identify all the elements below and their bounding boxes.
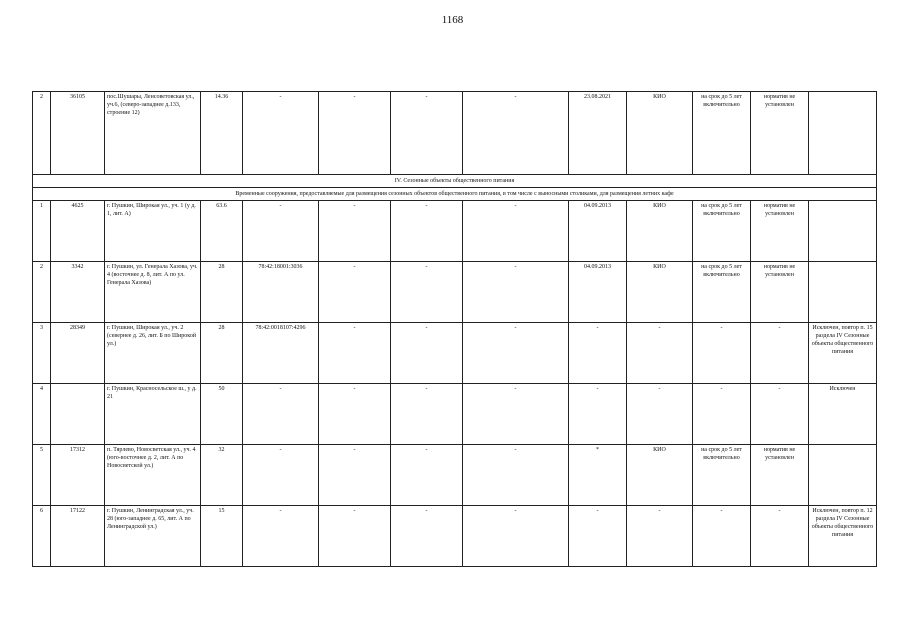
cadastral-number-cell: 78:42:18001:3036 <box>243 262 319 323</box>
column-6-cell: - <box>319 506 391 567</box>
column-8-cell: - <box>463 384 569 445</box>
note-cell <box>809 262 877 323</box>
cadastral-number-cell: 78:42:0018107:4296 <box>243 323 319 384</box>
norm-cell: - <box>751 506 809 567</box>
term-cell: на срок до 5 лет включительно <box>693 92 751 175</box>
column-6-cell: - <box>319 323 391 384</box>
column-8-cell: - <box>463 445 569 506</box>
column-6-cell: - <box>319 384 391 445</box>
column-6-cell: - <box>319 262 391 323</box>
organization-cell: - <box>627 384 693 445</box>
note-cell <box>809 445 877 506</box>
address-cell: г. Пушкин, Широкая ул., уч. 2 (севернее д. 26, лит. Б по Широкой ул.) <box>105 323 201 384</box>
object-id-cell: 28349 <box>51 323 105 384</box>
norm-cell: - <box>751 323 809 384</box>
subsection-header-row <box>33 188 877 201</box>
section-title: IV. Сезонные объекты общественного питания <box>33 175 877 188</box>
object-id-cell: 4625 <box>51 201 105 262</box>
area-cell: 32 <box>201 445 243 506</box>
column-6-cell: - <box>319 92 391 175</box>
column-7-cell: - <box>391 262 463 323</box>
object-id-cell: 3342 <box>51 262 105 323</box>
column-7-cell: - <box>391 92 463 175</box>
column-7-cell: - <box>391 201 463 262</box>
note-cell: Исключен, повтор п. 15 раздела IV Сезонные объекты общественного питания <box>809 323 877 384</box>
date-cell: * <box>569 445 627 506</box>
term-cell: - <box>693 323 751 384</box>
date-cell: 04.09.2013 <box>569 262 627 323</box>
row-number-cell: 4 <box>33 384 51 445</box>
area-cell: 14.36 <box>201 92 243 175</box>
table-row <box>33 92 877 175</box>
row-number-cell: 5 <box>33 445 51 506</box>
term-cell: на срок до 5 лет включительно <box>693 262 751 323</box>
norm-cell: норматив не установлен <box>751 201 809 262</box>
date-cell: - <box>569 384 627 445</box>
area-cell: 50 <box>201 384 243 445</box>
area-cell: 28 <box>201 323 243 384</box>
term-cell: - <box>693 384 751 445</box>
address-cell: п. Тярлево, Новосветская ул., уч. 4 (юго-восточнее д. 2, лит. А по Новосветской ул.) <box>105 445 201 506</box>
column-7-cell: - <box>391 384 463 445</box>
organization-cell: - <box>627 323 693 384</box>
row-number-cell: 2 <box>33 262 51 323</box>
cadastral-number-cell: - <box>243 506 319 567</box>
object-id-cell: 36105 <box>51 92 105 175</box>
row-number-cell: 1 <box>33 201 51 262</box>
address-cell: г. Пушкин, Ленинградская ул., уч. 28 (юго-западнее д. 65, лит. А по Ленинградской ул.) <box>105 506 201 567</box>
column-8-cell: - <box>463 323 569 384</box>
row-number-cell: 3 <box>33 323 51 384</box>
column-8-cell: - <box>463 506 569 567</box>
area-cell: 15 <box>201 506 243 567</box>
note-cell: Исключен <box>809 384 877 445</box>
organization-cell: - <box>627 506 693 567</box>
object-id-cell <box>51 384 105 445</box>
row-number-cell: 6 <box>33 506 51 567</box>
term-cell: - <box>693 506 751 567</box>
term-cell: на срок до 5 лет включительно <box>693 445 751 506</box>
date-cell: - <box>569 506 627 567</box>
object-id-cell: 17312 <box>51 445 105 506</box>
date-cell: 04.09.2013 <box>569 201 627 262</box>
table-row <box>33 201 877 262</box>
column-7-cell: - <box>391 506 463 567</box>
column-8-cell: - <box>463 92 569 175</box>
organization-cell: КИО <box>627 262 693 323</box>
object-id-cell: 17122 <box>51 506 105 567</box>
date-cell: 23.08.2021 <box>569 92 627 175</box>
cadastral-number-cell: - <box>243 384 319 445</box>
organization-cell: КИО <box>627 201 693 262</box>
area-cell: 28 <box>201 262 243 323</box>
column-7-cell: - <box>391 445 463 506</box>
note-cell: Исключен, повтор п. 12 раздела IV Сезонные объекты общественного питания <box>809 506 877 567</box>
address-cell: г. Пушкин, Красносельское ш., у д. 21 <box>105 384 201 445</box>
column-8-cell: - <box>463 201 569 262</box>
norm-cell: - <box>751 384 809 445</box>
table-row <box>33 262 877 323</box>
section-header-row <box>33 175 877 188</box>
table-row <box>33 384 877 445</box>
norm-cell: норматив не установлен <box>751 445 809 506</box>
column-7-cell: - <box>391 323 463 384</box>
cadastral-number-cell: - <box>243 92 319 175</box>
subsection-title: Временные сооружения, предоставляемые для размещения сезонных объектов общественного питания, в том числе с выносными столиками, для размещения летних кафе <box>33 188 877 201</box>
date-cell: - <box>569 323 627 384</box>
objects-table <box>32 91 877 567</box>
table-row <box>33 445 877 506</box>
row-number-cell: 2 <box>33 92 51 175</box>
address-cell: пос.Шушары, Ленсоветовская ул., уч.6, (северо-западнее д.133, строение 12) <box>105 92 201 175</box>
address-cell: г. Пушкин, Широкая ул., уч. 1 (у д. 1, лит. А) <box>105 201 201 262</box>
cadastral-number-cell: - <box>243 201 319 262</box>
note-cell <box>809 92 877 175</box>
column-6-cell: - <box>319 201 391 262</box>
page-number: 1168 <box>441 14 464 26</box>
organization-cell: КИО <box>627 445 693 506</box>
term-cell: на срок до 5 лет включительно <box>693 201 751 262</box>
column-8-cell: - <box>463 262 569 323</box>
norm-cell: норматив не установлен <box>751 92 809 175</box>
organization-cell: КИО <box>627 92 693 175</box>
area-cell: 63.6 <box>201 201 243 262</box>
cadastral-number-cell: - <box>243 445 319 506</box>
note-cell <box>809 201 877 262</box>
norm-cell: норматив не установлен <box>751 262 809 323</box>
address-cell: г. Пушкин, ул. Генерала Хазова, уч. 4 (восточнее д. 8, лит. А по ул. Генерала Хазова) <box>105 262 201 323</box>
table-row <box>33 506 877 567</box>
column-6-cell: - <box>319 445 391 506</box>
table-row <box>33 323 877 384</box>
